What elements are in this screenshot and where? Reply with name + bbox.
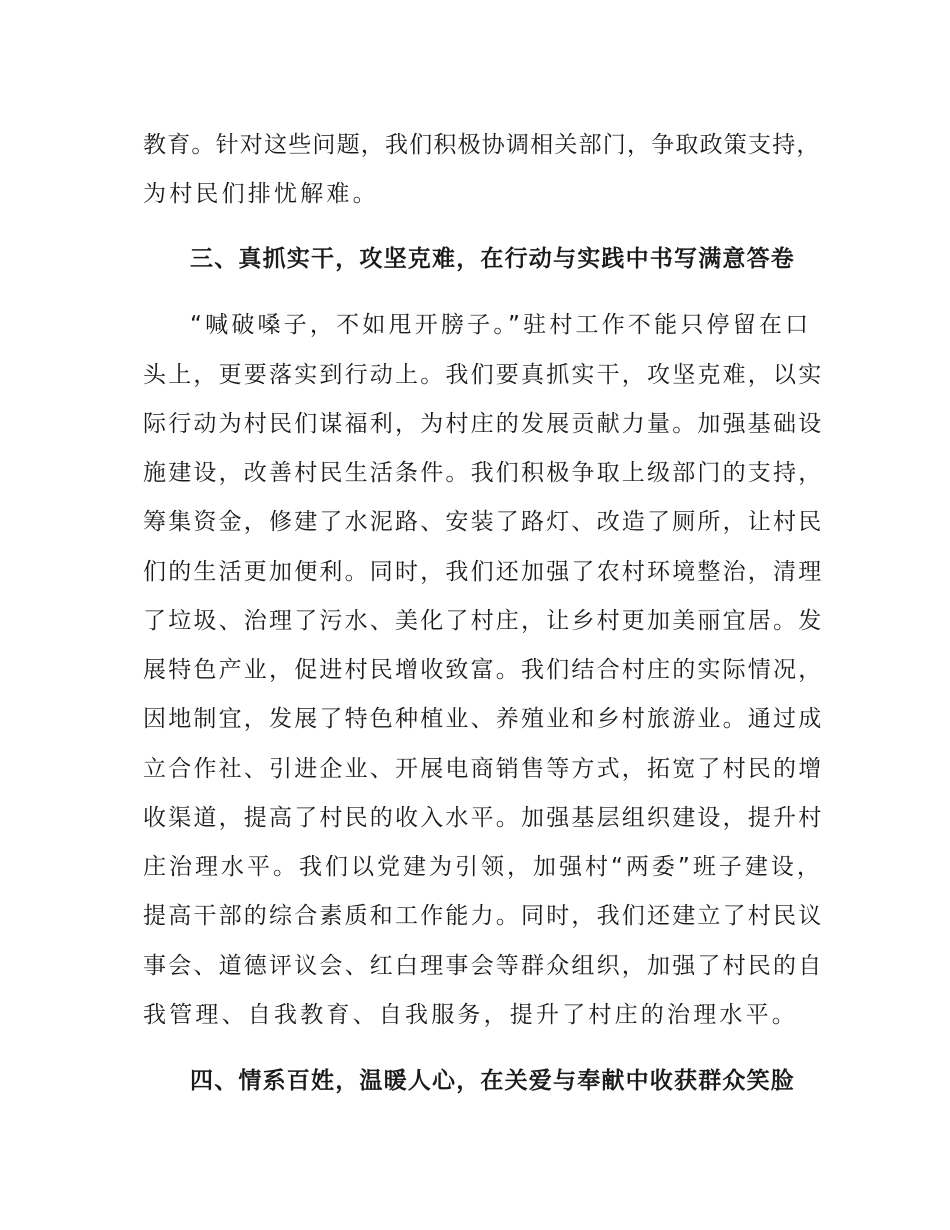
- paragraph-line: 施建设，改善村民生活条件。我们积极争取上级部门的支持，: [143, 460, 824, 486]
- paragraph-line: 我管理、自我教育、自我服务，提升了村庄的治理水平。: [143, 1002, 798, 1028]
- paragraph-line: 际行动为村民们谋福利，为村庄的发展贡献力量。加强基础设: [143, 411, 824, 437]
- section-heading-3: 三、真抓实干，攻坚克难，在行动与实践中书写满意答卷: [190, 246, 795, 272]
- paragraph-line: 庄治理水平。我们以党建为引领，加强村“两委”班子建设，: [143, 854, 823, 880]
- paragraph-line: 事会、道德评议会、红白理事会等群众组织，加强了村民的自: [143, 953, 824, 979]
- paragraph-line: 因地制宜，发展了特色种植业、养殖业和乡村旅游业。通过成: [143, 706, 824, 732]
- paragraph-line: 教育。针对这些问题，我们积极协调相关部门，争取政策支持，: [143, 132, 821, 158]
- paragraph-line: 们的生活更加便利。同时，我们还加强了农村环境整治，清理: [143, 559, 824, 585]
- paragraph-line: 筹集资金，修建了水泥路、安装了路灯、改造了厕所，让村民: [143, 509, 824, 535]
- paragraph-line: “喊破嗓子，不如甩开膀子。”驻村工作不能只停留在口: [190, 312, 812, 338]
- paragraph-line: 了垃圾、治理了污水、美化了村庄，让乡村更加美丽宜居。发: [143, 608, 824, 634]
- paragraph-line: 立合作社、引进企业、开展电商销售等方式，拓宽了村民的增: [143, 756, 824, 782]
- paragraph-line: 为村民们排忧解难。: [143, 181, 379, 207]
- section-heading-4: 四、情系百姓，温暖人心，在关爱与奉献中收获群众笑脸: [190, 1068, 795, 1094]
- paragraph-line: 头上，更要落实到行动上。我们要真抓实干，攻坚克难，以实: [143, 362, 824, 388]
- paragraph-line: 展特色产业，促进村民增收致富。我们结合村庄的实际情况，: [143, 657, 824, 683]
- paragraph-line: 收渠道，提高了村民的收入水平。加强基层组织建设，提升村: [143, 805, 824, 831]
- paragraph-line: 提高干部的综合素质和工作能力。同时，我们还建立了村民议: [143, 903, 824, 929]
